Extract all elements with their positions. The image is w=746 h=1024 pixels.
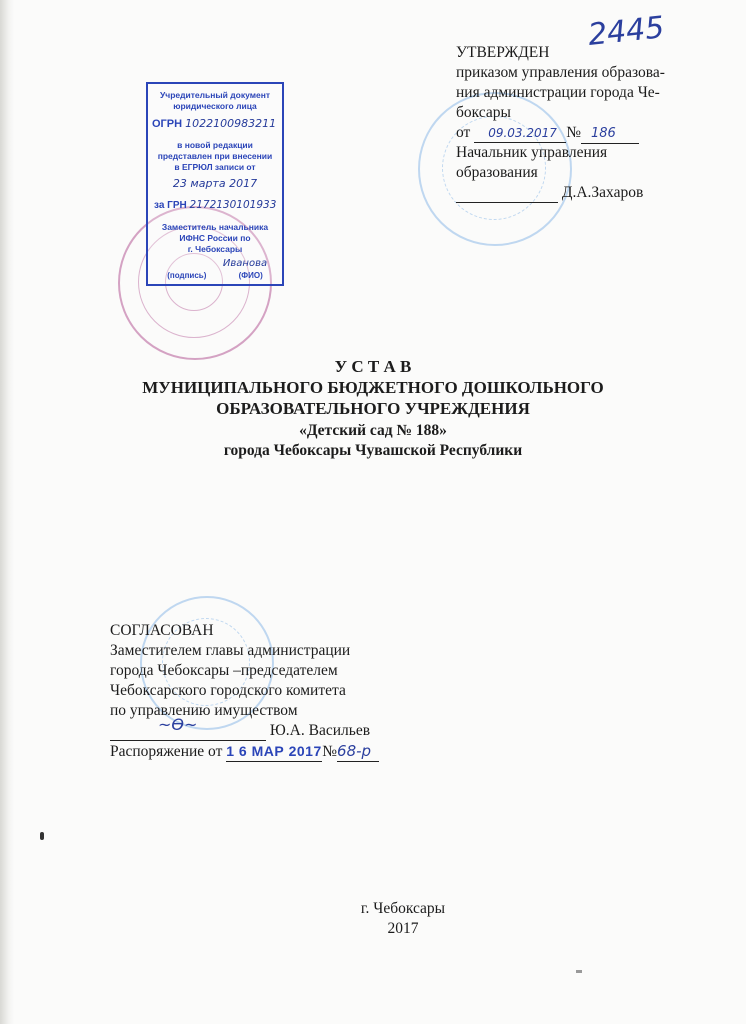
footer-year: 2017 bbox=[387, 920, 419, 937]
handwritten-registration-number: 2445 bbox=[586, 10, 666, 53]
approved-line-1: приказом управления образова- bbox=[456, 64, 665, 81]
order-label: Распоряжение от bbox=[110, 743, 223, 760]
stamp-grn-row bbox=[148, 200, 288, 211]
approved-date: 09.03.2017 bbox=[488, 126, 557, 140]
approved-line-5: Начальник управления bbox=[456, 144, 608, 161]
stamp-caption-row bbox=[148, 270, 282, 281]
title-ustav: У С Т А В bbox=[334, 357, 412, 376]
stamp-name-caption: (ФИО) bbox=[238, 271, 263, 280]
page-binding-edge bbox=[0, 0, 14, 1024]
approved-signature-line bbox=[456, 184, 643, 203]
stamp-signature-row bbox=[148, 258, 282, 269]
scan-mark bbox=[576, 970, 582, 973]
agreed-signature: ~Ѳ~ bbox=[158, 715, 198, 734]
approved-number: 186 bbox=[591, 126, 616, 141]
agreed-heading: СОГЛАСОВАН bbox=[110, 622, 214, 639]
order-number-sign: № bbox=[322, 743, 338, 760]
agreed-signature-line bbox=[110, 715, 371, 741]
title-line-5: города Чебоксары Чувашской Республики bbox=[223, 442, 523, 459]
order-date-stamp: 1 6 МАР 2017 bbox=[226, 743, 322, 759]
stamp-line-2: юридического лица bbox=[173, 101, 257, 111]
stamp-ogrn-row bbox=[148, 118, 286, 130]
order-date-field bbox=[226, 742, 322, 762]
stamp-line-1: Учредительный документ bbox=[159, 90, 271, 100]
stamp-date-row bbox=[148, 178, 282, 190]
approved-signer: Д.А.Захаров bbox=[561, 184, 644, 201]
number-sign: № bbox=[566, 124, 581, 141]
agreed-line-4: по управлению имуществом bbox=[110, 702, 298, 719]
approved-heading: УТВЕРЖДЕН bbox=[456, 44, 550, 61]
approved-date-field bbox=[474, 124, 566, 143]
agreed-signature-blank bbox=[110, 715, 266, 741]
from-label: от bbox=[456, 124, 471, 141]
stamp-grn-label: за ГРН bbox=[154, 200, 187, 211]
order-number: 68-р bbox=[337, 742, 372, 760]
agreed-line-1: Заместителем главы администрации bbox=[110, 642, 351, 659]
stamp-date: 23 марта 2017 bbox=[172, 177, 258, 190]
approved-line-3: боксары bbox=[456, 104, 511, 121]
stamp-line-4: в новой редакции bbox=[177, 140, 253, 150]
agreed-signer: Ю.А. Васильев bbox=[269, 722, 371, 739]
scan-dot bbox=[40, 832, 44, 840]
title-line-2: МУНИЦИПАЛЬНОГО БЮДЖЕТНОГО ДОШКОЛЬНОГО bbox=[142, 378, 604, 397]
document-title bbox=[0, 356, 746, 461]
approved-line-2: ния администрации города Че- bbox=[456, 84, 660, 101]
approved-order-line bbox=[456, 124, 639, 144]
stamp-ogrn-value: 1022100983211 bbox=[185, 117, 277, 130]
stamp-sign-caption: (подпись) bbox=[167, 271, 207, 280]
order-number-field bbox=[337, 742, 379, 762]
stamp-line-9: Заместитель начальника bbox=[161, 222, 269, 232]
stamp-line-11: г. Чебоксары bbox=[187, 244, 243, 254]
approved-line-6: образования bbox=[456, 164, 538, 181]
footer-city: г. Чебоксары bbox=[360, 900, 446, 917]
title-line-4: «Детский сад № 188» bbox=[299, 422, 447, 439]
approved-number-field bbox=[581, 124, 639, 144]
title-line-3: ОБРАЗОВАТЕЛЬНОГО УЧРЕЖДЕНИЯ bbox=[216, 399, 530, 418]
stamp-line-10: ИФНС России по bbox=[179, 233, 251, 243]
agreed-line-2: города Чебоксары –председателем bbox=[110, 662, 338, 679]
stamp-line-6: в ЕГРЮЛ записи от bbox=[174, 162, 256, 172]
registration-stamp bbox=[146, 82, 284, 286]
stamp-signature: Иванова bbox=[222, 258, 268, 269]
stamp-grn-value: 2172130101933 bbox=[189, 199, 277, 211]
stamp-ogrn-label: ОГРН bbox=[152, 118, 183, 130]
signature-blank bbox=[456, 184, 558, 203]
agreed-order-line bbox=[110, 742, 379, 762]
agreed-line-3: Чебоксарского городского комитета bbox=[110, 682, 346, 699]
stamp-line-5: представлен при внесении bbox=[157, 151, 273, 161]
